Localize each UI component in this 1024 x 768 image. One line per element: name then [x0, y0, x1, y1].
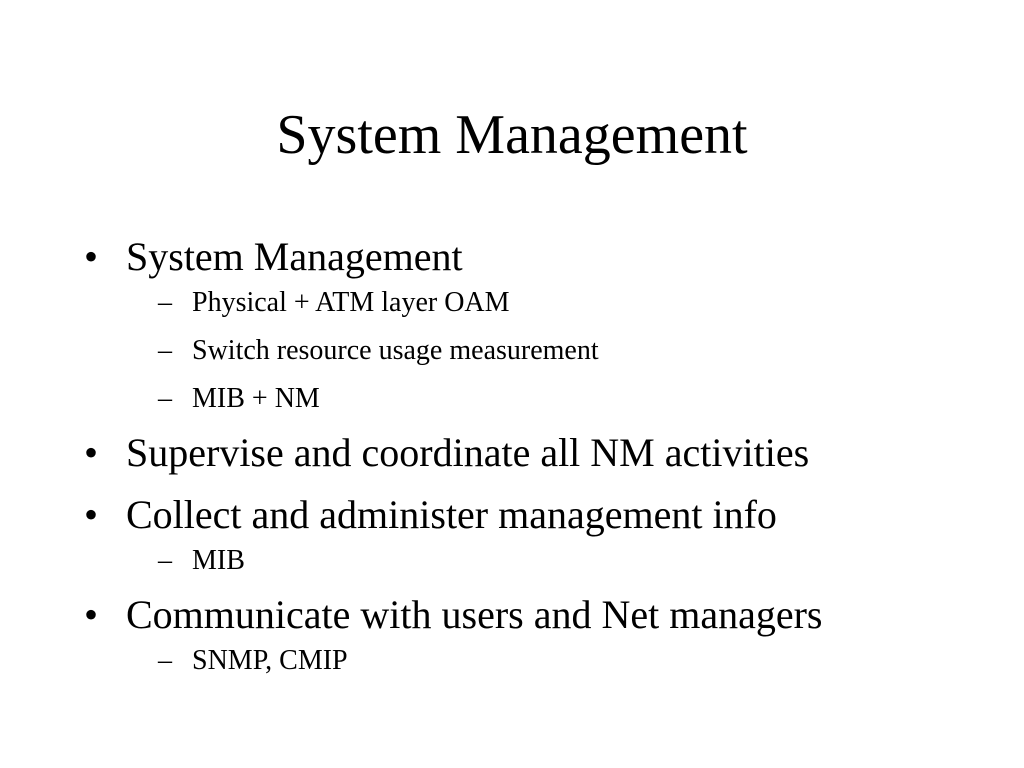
bullet-list [84, 232, 984, 678]
sub-bullet-text: MIB [192, 545, 245, 576]
sub-bullet-list [126, 544, 984, 578]
bullet-marker: • [84, 592, 99, 637]
bullet-text: Supervise and coordinate all NM activities [126, 430, 810, 475]
bullet-item [84, 490, 984, 578]
bullet-item [84, 590, 984, 678]
sub-bullet-text: SNMP, CMIP [192, 645, 348, 676]
bullet-item [84, 428, 984, 478]
sub-bullet-marker: – [158, 545, 172, 576]
sub-bullet-list [126, 286, 984, 416]
slide-title: System Management [276, 104, 748, 166]
bullet-text: Communicate with users and Net managers [126, 592, 823, 637]
sub-bullet-text: MIB + NM [192, 383, 320, 414]
sub-bullet-item [146, 334, 984, 368]
sub-bullet-marker: – [158, 645, 172, 676]
sub-bullet-marker: – [158, 287, 172, 318]
bullet-item [84, 232, 984, 416]
bullet-marker: • [84, 492, 99, 537]
sub-bullet-text: Physical + ATM layer OAM [192, 287, 510, 318]
sub-bullet-marker: – [158, 335, 172, 366]
sub-bullet-text: Switch resource usage measurement [192, 335, 599, 366]
bullet-marker: • [84, 234, 99, 279]
bullet-marker: • [84, 430, 99, 475]
sub-bullet-item [146, 286, 984, 320]
sub-bullet-item [146, 644, 984, 678]
bullet-text: System Management [126, 234, 463, 279]
sub-bullet-marker: – [158, 383, 172, 414]
sub-bullet-list [126, 644, 984, 678]
sub-bullet-item [146, 544, 984, 578]
bullet-text: Collect and administer management info [126, 492, 777, 537]
sub-bullet-item [146, 382, 984, 416]
